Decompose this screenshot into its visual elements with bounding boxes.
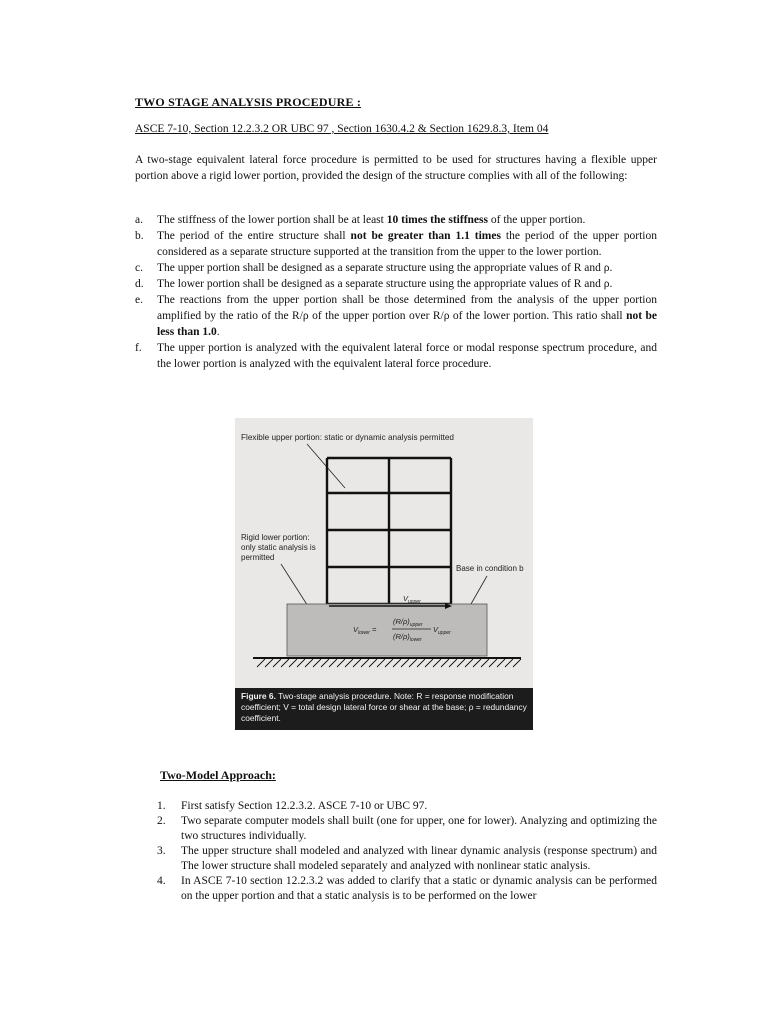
- svg-text:(R/ρ)lower: $(R/\rho)_{lower}$: [393, 632, 422, 643]
- list-item: [135, 212, 657, 228]
- steps-list: [157, 799, 657, 904]
- list-marker: b.: [135, 230, 144, 242]
- intro-paragraph: A two-stage equivalent lateral force procedure is permitted to be used for structures having a flexible upper portion above a rigid lower portion, provided the design of the structure complies with all of the following:: [135, 154, 657, 182]
- list-marker: 1.: [157, 800, 166, 812]
- list-text: First satisfy Section 12.2.3.2. ASCE 7-10 or UBC 97.: [181, 800, 428, 812]
- list-marker: 3.: [157, 845, 166, 857]
- leader-line-base: [471, 576, 487, 604]
- list-text: The period of the entire structure shall not be greater than 1.1 times the period of the upper portion considered as a separate structure supported at the transition from the upper to the lower portion.: [157, 230, 657, 258]
- list-item: [135, 276, 657, 292]
- list-text: The lower portion shall be designed as a separate structure using the appropriate values of R and ρ.: [157, 278, 613, 290]
- list-marker: c.: [135, 262, 143, 274]
- figure-label-base: Base in condition b: [456, 564, 524, 573]
- list-item: [157, 814, 657, 844]
- figure-label-left-1: Rigid lower portion:: [241, 533, 310, 542]
- conditions-list: [135, 212, 657, 372]
- ground-hatch: [257, 659, 521, 667]
- upper-frame: [327, 458, 451, 604]
- rigid-lower-block: [287, 604, 487, 656]
- list-marker: 2.: [157, 815, 166, 827]
- list-text: The upper portion is analyzed with the equivalent lateral force or modal response spectrum procedure, and the lower portion is analyzed with the equivalent lateral force procedure.: [157, 342, 657, 370]
- page-heading: TWO STAGE ANALYSIS PROCEDURE :: [135, 95, 362, 109]
- list-text: The upper portion shall be designed as a separate structure using the appropriate values of R and ρ.: [157, 262, 613, 274]
- list-text: In ASCE 7-10 section 12.2.3.2 was added to clarify that a static or dynamic analysis can be performed on the upper portion and that a static analysis is to be performed on the lower: [181, 875, 657, 902]
- list-marker: d.: [135, 278, 144, 290]
- list-item: [135, 340, 657, 372]
- list-item: [135, 260, 657, 276]
- figure-label-top: Flexible upper portion: static or dynamic analysis permitted: [241, 433, 454, 442]
- figure-label-left-3: permitted: [241, 553, 275, 562]
- list-marker: 4.: [157, 875, 166, 887]
- svg-text:Vlower =: $V_{lower}$ =: [353, 625, 377, 636]
- list-item: [135, 292, 657, 340]
- svg-text:(R/ρ)upper: $(R/\rho)_{upper}$: [393, 617, 423, 628]
- v-upper-label: $V_{upper}$: [403, 594, 421, 605]
- list-marker: f.: [135, 342, 142, 354]
- list-marker: a.: [135, 214, 143, 226]
- list-item: [157, 844, 657, 874]
- figure-label-left-2: only static analysis is: [241, 543, 316, 552]
- structure-diagram: [235, 418, 533, 688]
- list-item: [157, 874, 657, 904]
- figure-caption: Figure 6. Two-stage analysis procedure. Note: R = response modification coefficient; V = total design lateral force or shear at the base; ρ = redundancy coefficient.: [235, 688, 533, 730]
- list-item: [135, 228, 657, 260]
- list-text: The reactions from the upper portion shall be those determined from the analysis of the upper portion amplified by the ratio of the R/ρ of the upper portion over R/ρ of the lower portion. This ratio shall not be less than 1.0.: [157, 294, 657, 338]
- code-reference: ASCE 7-10, Section 12.2.3.2 OR UBC 97 , Section 1630.4.2 & Section 1629.8.3, Item 04: [135, 123, 549, 135]
- list-item: [157, 799, 657, 814]
- list-text: The upper structure shall modeled and analyzed with linear dynamic analysis (response spectrum) and The lower structure shall modeled separately and analyzed with nonlinear static analysis.: [181, 845, 657, 872]
- section-subheading: Two-Model Approach:: [160, 768, 276, 782]
- svg-text:Vupper: $V_{upper}$: [433, 625, 451, 636]
- list-marker: e.: [135, 294, 143, 306]
- two-stage-figure: [235, 418, 533, 730]
- list-text: Two separate computer models shall built (one for upper, one for lower). Analyzing and optimizing the two structures individually.: [181, 815, 657, 842]
- list-text: The stiffness of the lower portion shall be at least 10 times the stiffness of the upper portion.: [157, 214, 586, 226]
